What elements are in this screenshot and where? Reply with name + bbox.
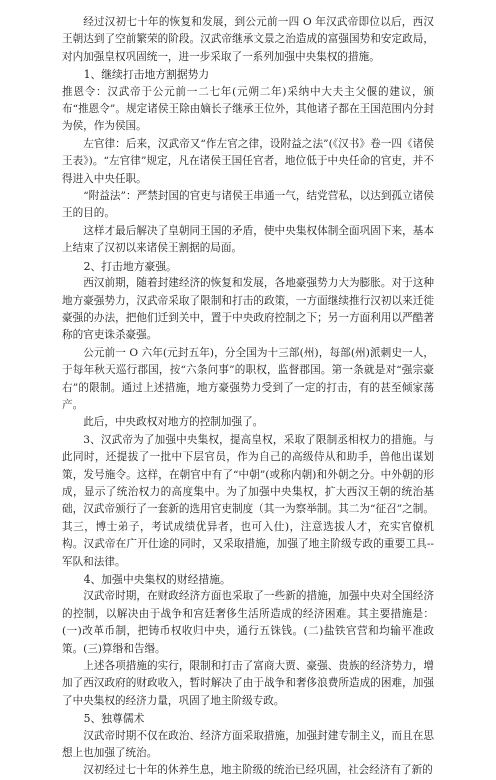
paragraph: 推恩令：汉武帝于公元前一二七年(元朔二年)采纳中大夫主父偃的建议，颁布“推恩令”。规定诸侯王除由嫡长子继承王位外，其他诸子都在王国范围内分封为侯，作为侯国。 — [62, 85, 434, 133]
paragraph: 此后，中央政权对地方的控制加强了。 — [83, 416, 264, 429]
paragraph: 公元前一 O 六年(元封五年)，分全国为十三部(州)，每部(州)派刺史一人，于每年秋天巡行郡国，按“六条问事”的职权，监督郡国。第一条就是对“强宗豪右”的限制。通过上述措施，地方豪强势力受到了一定的打击，有的甚至倾家荡产。 — [62, 346, 434, 411]
paragraph: 汉初经过七十年的休养生息，地主阶级的统治已经巩固，社会经济有了新的 — [83, 764, 433, 777]
section-heading: 1、继续打击地方割据势力 — [83, 68, 210, 82]
paragraph: 经过汉初七十年的恢复和发展，到公元前一四 O 年汉武帝即位以后，西汉王朝达到了空前繁荣的阶段。汉武帝继承文景之治造成的富强国势和安定政局，对内加强皇权巩固统一，进一步采取了一系列加强中央集权的措施。 — [62, 16, 434, 63]
paragraph: 3、汉武帝为了加强中央集权，提高皇权，采取了限制丞相权力的措施。与此同时，还提拔了一批中下层官员，作为自己的高级侍从和助手，兽他出谋划策，发号施令。这样，在朝官中有了“中朝”(或称内朝)和外朝之分。中外朝的形成，显示了统治权力的高度集中。为了加强中央集权，扩大西汉王朝的统治基础，汉武帝颁行了一套新的选用官吏制度（其一为察举制。其二为“征召”之制。其三，博士弟子，考试成绩优异者，也可入仕)，注意选拔人才，充实官僚机构。汉武帝在广开仕途的同时，又采取措施，加强了地主阶级专政的重要工具--军队和法律。 — [62, 433, 434, 568]
paragraph: 汉武帝时期不仅在政治、经济方面采取措施，加强封建专制主义，而且在思想上也加强了统治。 — [62, 729, 434, 760]
paragraph: 这样才最后解决了皇朝同王国的矛盾，使中央集权体制全面巩固下来，基本上结束了汉初以来诸侯王割据的局面。 — [62, 224, 434, 255]
paragraph: 左官律：后来，汉武帝又“作左官之律，设附益之法”(《汉书》卷一四《诸侯王表》)。“左官律”规定，凡在诸侯王国任官者，地位低于中央任命的官吏，并不得进入中央任职。 — [62, 137, 434, 185]
paragraph: “附益法”：严禁封国的官吏与诸侯王串通一气，结党营私，以达到孤立诸侯王的目的。 — [62, 190, 434, 220]
paragraph: 西汉前期，随着封建经济的恢复和发展，各地豪强势力大为膨胀。对于这种地方豪强势力，汉武帝采取了限制和打击的政策，一方面继续推行汉初以来迁徙豪强的办法，把他们迁到关中，置于中央政府控制之下；另一方面利用以严酷著称的官吏诛杀豪强。 — [62, 277, 434, 342]
section-heading: 5、独尊儒术 — [83, 712, 145, 726]
section-heading: 2、打击地方豪强。 — [83, 259, 177, 273]
section-heading: 4、加强中央集权的财经措施。 — [83, 573, 231, 586]
paragraph: 上述各项措施的实行，限制和打击了富商大贾、豪强、贵族的经济势力，增加了西汉政府的财政收入，暂时解决了由于战争和奢侈浪费所造成的困难，加强了中央集权的经济力量，巩固了地主阶级专政。 — [62, 660, 434, 707]
paragraph: 汉武帝时期，在财政经济方面也采取了一些新的措施，加强中央对全国经济的控制，以解决由于战争和宫廷奢侈生活所造成的经济困难。其主要措施是：(一)改革币制，把铸币权收归中央，通行五铢钱。(二)盐铁官营和均输平准政策。(三)算缗和告缗。 — [62, 590, 434, 655]
